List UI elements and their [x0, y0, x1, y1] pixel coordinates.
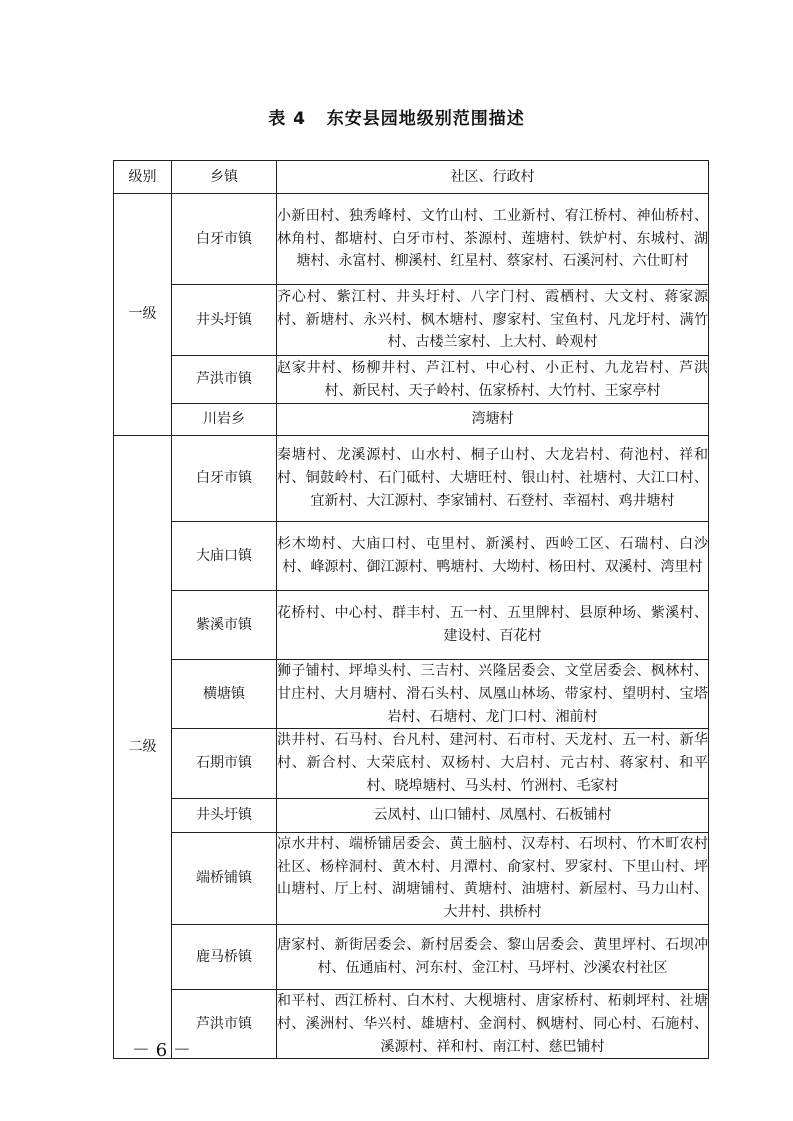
town-cell: 芦洪市镇 [172, 356, 277, 404]
table-row [114, 832, 709, 924]
header-town: 乡镇 [172, 161, 277, 194]
table-row [114, 591, 709, 660]
table-row [114, 194, 709, 285]
villages-cell: 狮子铺村、坪埠头村、三吉村、兴隆居委会、文堂居委会、枫林村、甘庄村、大月塘村、滑石头村、凤凰山林场、带家村、望明村、宝塔岩村、石塘村、龙门口村、湘前村 [277, 660, 709, 729]
table-row [114, 436, 709, 522]
table-row [114, 660, 709, 729]
table-header-row [114, 161, 709, 194]
villages-cell: 花桥村、中心村、群丰村、五一村、五里牌村、县原种场、紫溪村、建设村、百花村 [277, 591, 709, 660]
town-cell: 大庙口镇 [172, 522, 277, 591]
town-cell: 芦洪市镇 [172, 989, 277, 1058]
table-row [114, 404, 709, 436]
table-row [114, 924, 709, 989]
level-cell: 二级 [114, 436, 172, 1059]
villages-cell: 杉木坳村、大庙口村、屯里村、新溪村、西岭工区、石瑞村、白沙村、峰源村、御江源村、鸭塘村、大坳村、杨田村、双溪村、湾里村 [277, 522, 709, 591]
town-cell: 白牙市镇 [172, 436, 277, 522]
villages-cell: 洪井村、石马村、台凡村、建河村、石市村、天龙村、五一村、新华村、新合村、大荣底村、双杨村、大启村、元古村、蒋家村、和平村、晓埠塘村、马头村、竹洲村、毛家村 [277, 729, 709, 798]
level-cell: 一级 [114, 194, 172, 436]
villages-cell: 小新田村、独秀峰村、文竹山村、工业新村、宥江桥村、神仙桥村、林角村、都塘村、白牙市村、茶源村、莲塘村、铁炉村、东城村、湖塘村、永富村、柳溪村、红星村、蔡家村、石溪河村、六仕町村 [277, 194, 709, 285]
villages-cell: 凉水井村、端桥铺居委会、黄土脑村、汉寿村、石坝村、竹木町农村社区、杨梓洞村、黄木村、月潭村、俞家村、罗家村、下里山村、坪山塘村、厅上村、湖塘铺村、黄塘村、油塘村、新屋村、马力山村、大井村、拱桥村 [277, 832, 709, 924]
town-cell: 白牙市镇 [172, 194, 277, 285]
town-cell: 井头圩镇 [172, 798, 277, 832]
town-cell: 石期市镇 [172, 729, 277, 798]
header-villages: 社区、行政村 [277, 161, 709, 194]
town-cell: 横塘镇 [172, 660, 277, 729]
header-level: 级别 [114, 161, 172, 194]
villages-cell: 齐心村、紫江村、井头圩村、八字门村、霞栖村、大文村、蒋家源村、新塘村、永兴村、枫木塘村、廖家村、宝鱼村、凡龙圩村、满竹村、古楼兰家村、上大村、岭观村 [277, 285, 709, 356]
page-title: 表 4 东安县园地级别范围描述 [268, 109, 525, 129]
table-row [114, 798, 709, 832]
town-cell: 井头圩镇 [172, 285, 277, 356]
table-row [114, 356, 709, 404]
level-range-table [113, 160, 709, 1059]
villages-cell: 唐家村、新街居委会、新村居委会、黎山居委会、黄里坪村、石坝冲村、伍通庙村、河东村、金江村、马坪村、沙溪农村社区 [277, 924, 709, 989]
table-row [114, 285, 709, 356]
table-row [114, 989, 709, 1058]
villages-cell: 和平村、西江桥村、白木村、大枧塘村、唐家桥村、柘刺坪村、社塘村、溪洲村、华兴村、雄塘村、金润村、枫塘村、同心村、石施村、溪源村、祥和村、南江村、慈巴铺村 [277, 989, 709, 1058]
villages-cell: 云凤村、山口铺村、凤凰村、石板铺村 [277, 798, 709, 832]
town-cell: 端桥铺镇 [172, 832, 277, 924]
villages-cell: 秦塘村、龙溪源村、山水村、桐子山村、大龙岩村、荷池村、祥和村、铜鼓岭村、石门砥村、大塘旺村、银山村、社塘村、大江口村、宜新村、大江源村、李家铺村、石登村、幸福村、鸡井塘村 [277, 436, 709, 522]
table-row [114, 729, 709, 798]
page-number: － 6 － [132, 1040, 191, 1061]
villages-cell: 湾塘村 [277, 404, 709, 436]
town-cell: 紫溪市镇 [172, 591, 277, 660]
town-cell: 川岩乡 [172, 404, 277, 436]
town-cell: 鹿马桥镇 [172, 924, 277, 989]
table-row [114, 522, 709, 591]
villages-cell: 赵家井村、杨柳井村、芦江村、中心村、小正村、九龙岩村、芦洪村、新民村、天子岭村、伍家桥村、大竹村、王家亭村 [277, 356, 709, 404]
